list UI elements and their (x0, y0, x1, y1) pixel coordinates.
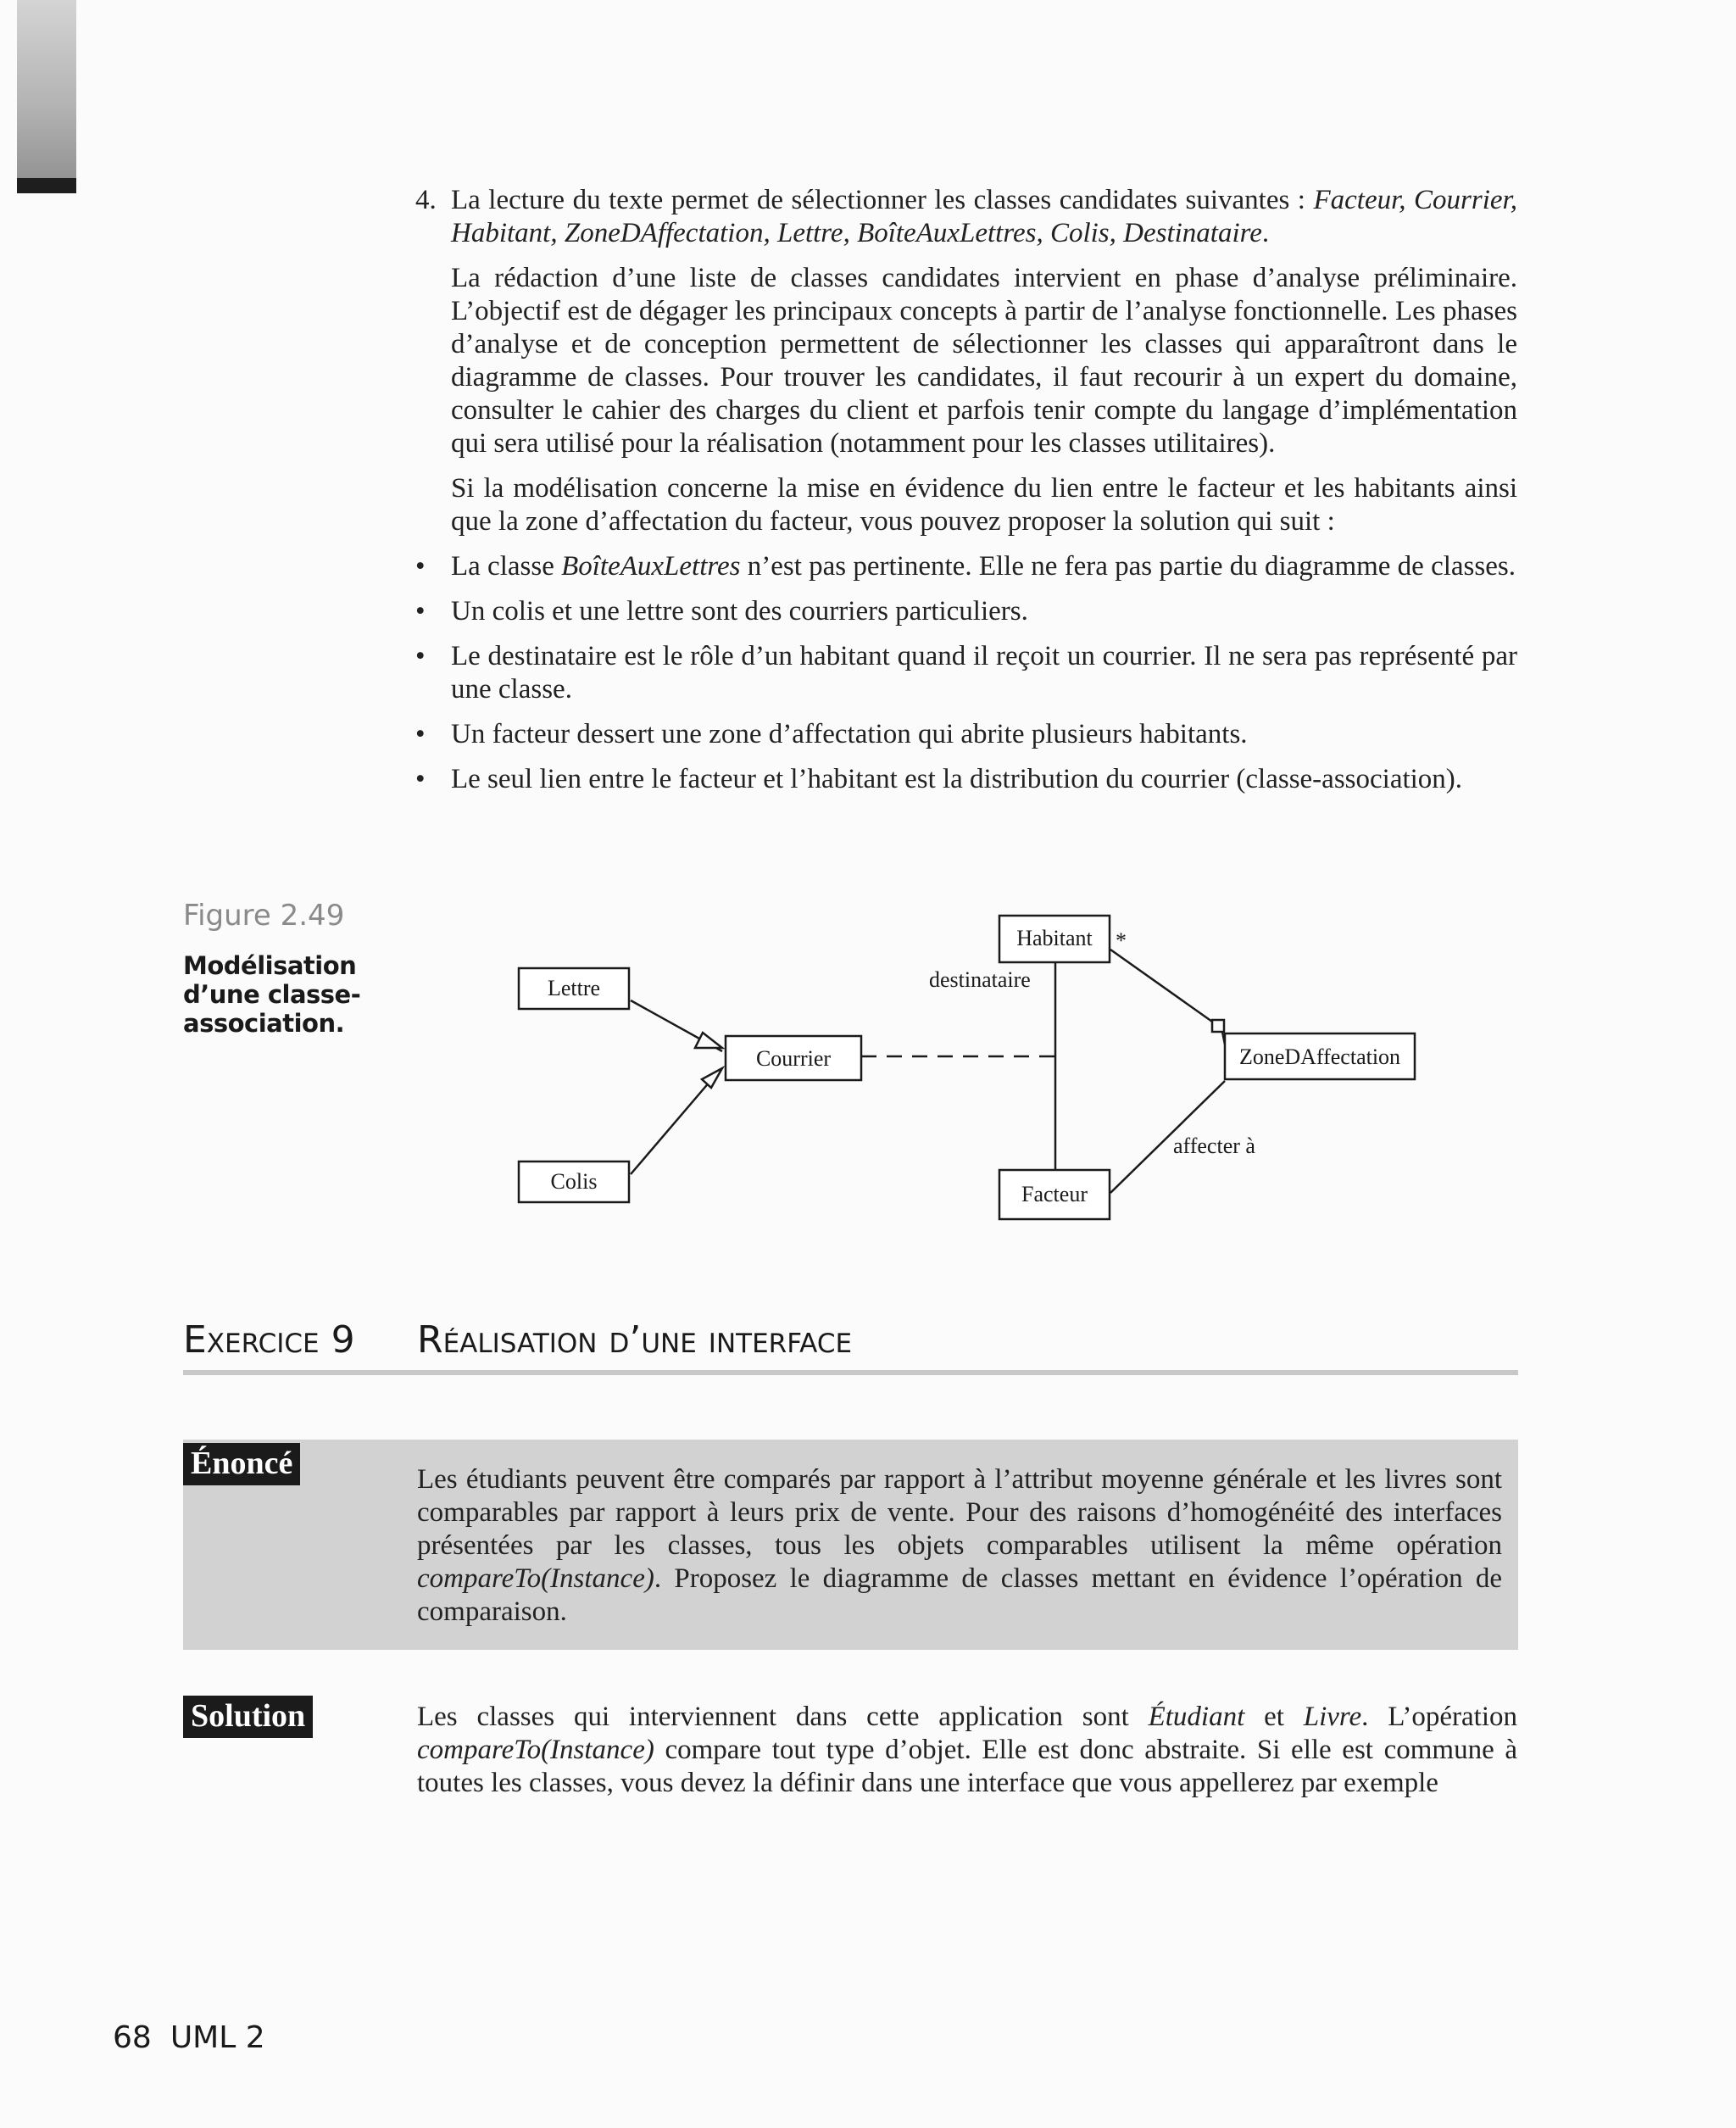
class-facteur-label: Facteur (1021, 1182, 1088, 1206)
class-colis-label: Colis (550, 1169, 598, 1194)
bullet-item: • Le destinataire est le rôle d’un habitant quand il reçoit un courrier. Il ne sera pas représenté par une classe. (415, 641, 1517, 705)
item-number: 4. (415, 185, 437, 215)
bullet-item: • La classe BoîteAuxLettres n’est pas pertinente. Elle ne fera pas partie du diagramme de classes. (415, 551, 1516, 582)
paragraph-modelisation: Si la modélisation concerne la mise en évidence du lien entre le facteur et les habitants ainsi que la zone d’affectation du facteur, vous pouvez proposer la solution qui suit : (451, 473, 1517, 537)
list-item-4: 4. La lecture du texte permet de sélectionner les classes candidates suivantes : Facteur, Courrier, Habitant, ZoneDAffectation, Lettre, BoîteAuxLettres, Colis, Destinataire. (415, 185, 1517, 248)
class-courrier-label: Courrier (755, 1046, 832, 1071)
page-number: 68 (113, 2020, 152, 2055)
solution-text: Les classes qui interviennent dans cette application sont Étudiant et Livre. L’opération compareTo(Instance) compare tout type d’objet. Elle est donc abstraite. Si elle est commune à toutes les classes, vous devez la définir dans une interface que vous appellerez par exemple (417, 1702, 1517, 1798)
solution-label: Solution (183, 1696, 313, 1738)
class-habitant-label: Habitant (1016, 926, 1093, 950)
generalization-colis-arrow (702, 1068, 722, 1088)
association-habitant-zone (1110, 950, 1212, 1022)
paragraph-candidates: La rédaction d’une liste de classes candidates intervient en phase d’analyse préliminaire. L’objectif est de dégager les principaux concepts à partir de l’analyse fonctionnelle. Les phases d’analyse et de conception permettent de sélectionner les classes qui apparaîtront dans le diagramme de classes. Pour trouver les candidates, il faut recourir à un expert du domaine, consulter le cahier des charges du client et parfois tenir compte du langage d’implémentation qui sera utilisé pour la réalisation (notamment pour les classes utilitaires). (451, 263, 1517, 459)
bullet-item: • Un colis et une lettre sont des courriers particuliers. (415, 596, 1028, 627)
role-destinataire: destinataire (929, 967, 1031, 992)
book-title: UML 2 (170, 2020, 265, 2055)
association-affecter-label: affecter à (1173, 1134, 1255, 1158)
heading-rule (183, 1370, 1518, 1375)
figure-label: Figure 2.49 (183, 899, 345, 933)
class-zone-label: ZoneDAffectation (1238, 1045, 1401, 1069)
generalization-lettre-arrow (695, 1033, 722, 1048)
exercise-title: Réalisation d’une interface (417, 1318, 853, 1362)
exercise-number: Exercice 9 (183, 1318, 355, 1362)
page-footer (113, 2020, 265, 2055)
generalization-colis-line (631, 1081, 710, 1174)
multiplicity-label: * (1116, 928, 1127, 953)
enonce-label: Énoncé (183, 1443, 300, 1485)
aggregation-marker (1212, 1020, 1224, 1032)
enonce-text: Les étudiants peuvent être comparés par rapport à l’attribut moyenne générale et les livres sont comparables par rapport à leurs prix de vente. Pour des raisons d’homogénéité des interfaces présentées par les classes, tous les objets comparables utilisent la même opération compareTo(Instance). Proposez le diagramme de classes mettant en évidence l’opération de comparaison. (417, 1464, 1502, 1627)
figure-caption: Modélisation d’une classe-association. (183, 951, 361, 1038)
class-lettre-label: Lettre (547, 976, 601, 1000)
bullet-item: • Un facteur dessert une zone d’affectation qui abrite plusieurs habitants. (415, 719, 1248, 749)
bullet-item: • Le seul lien entre le facteur et l’habitant est la distribution du courrier (classe-association). (415, 764, 1463, 794)
